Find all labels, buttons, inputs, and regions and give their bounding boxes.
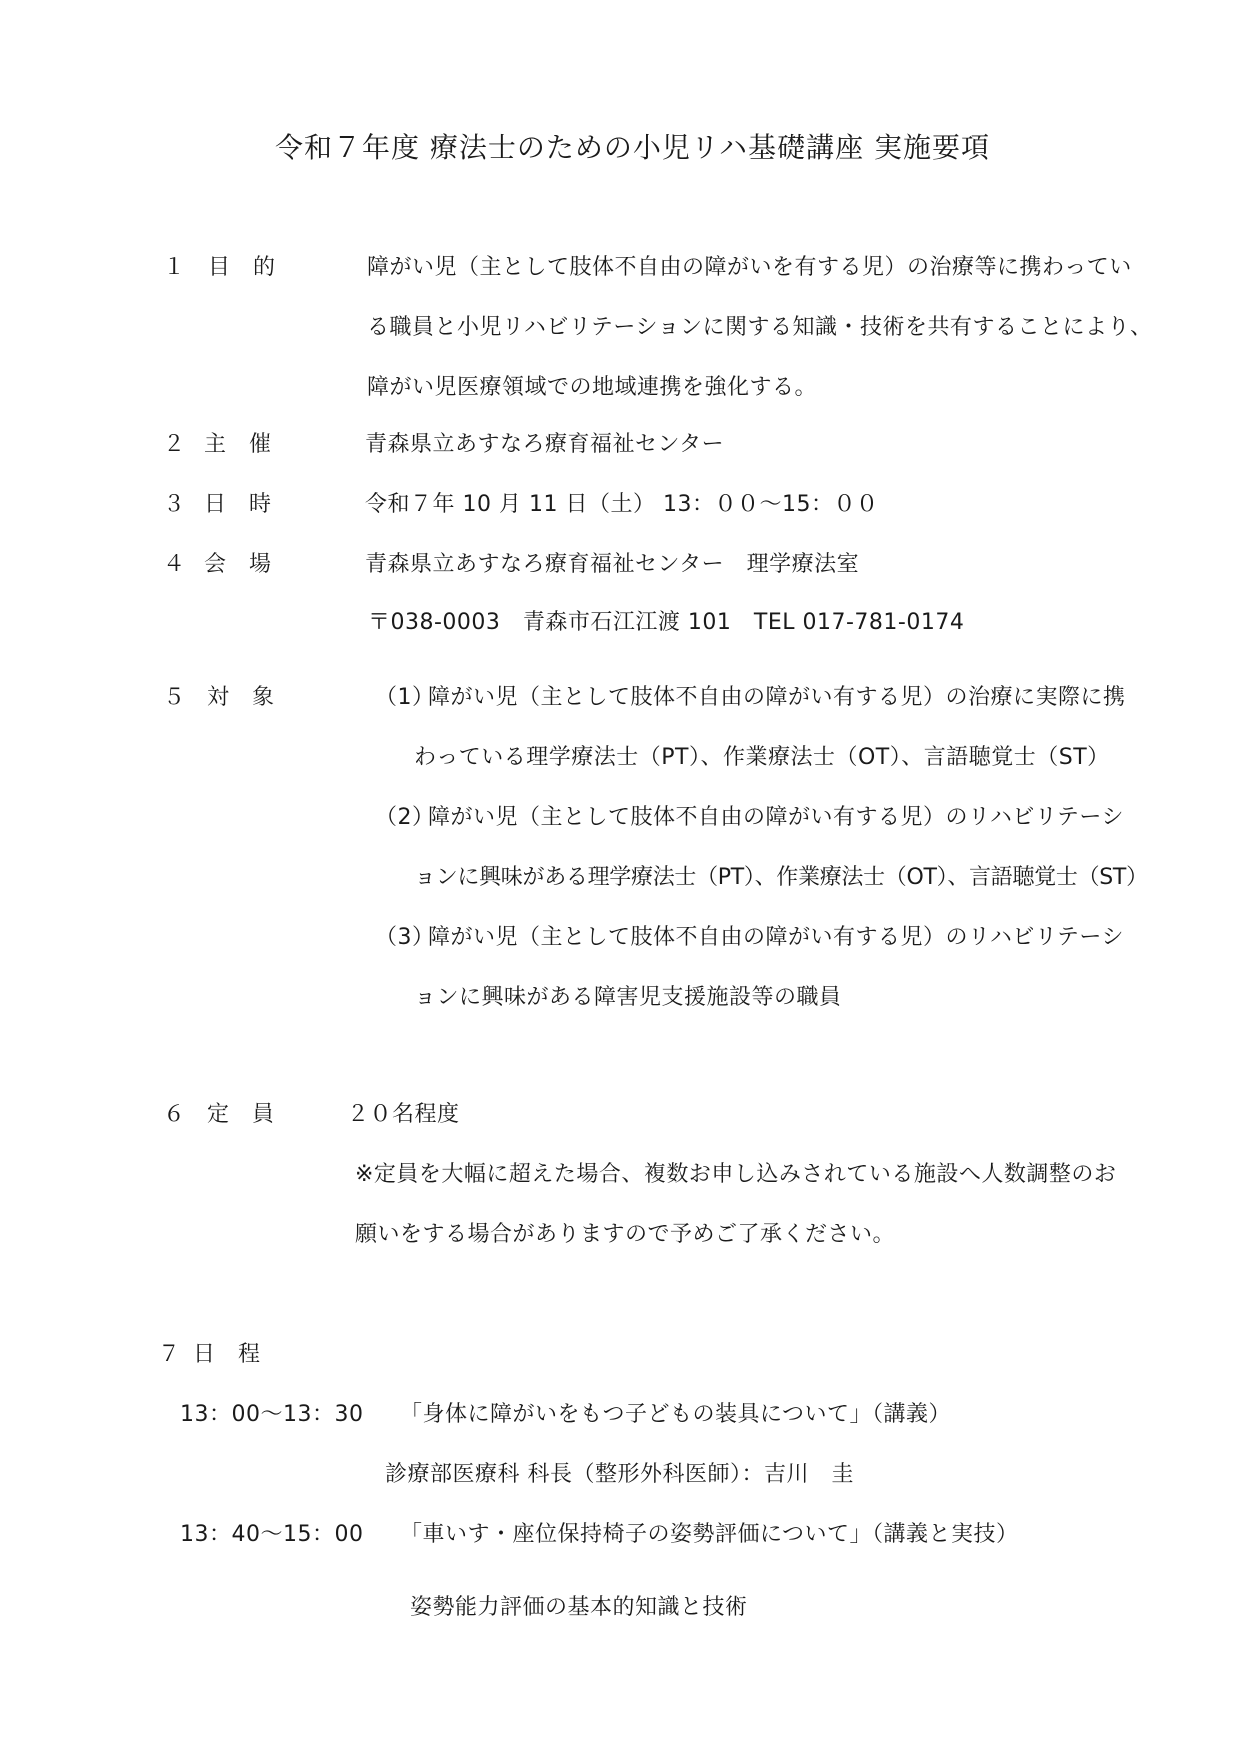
section-label: 主 催: [204, 432, 272, 457]
target-item-line: 障がい児（主として肢体不自由の障がい有する児）のリハビリテーシ: [428, 925, 1124, 950]
organizer-value: 青森県立あすなろ療育福祉センター: [365, 432, 725, 457]
capacity-note-line: 願いをする場合がありますので予めご了承ください。: [355, 1222, 896, 1247]
page-title: 令和７年度 療法士のための小児リハ基礎講座 実施要項: [275, 131, 990, 164]
section-number: ６: [163, 1102, 186, 1127]
target-item-marker: （2）: [375, 805, 435, 830]
venue-address: 〒038-0003 青森市石江江渡 101 TEL 017-781-0174: [368, 610, 965, 635]
target-item-line: ョンに興味がある障害児支援施設等の職員: [414, 985, 842, 1010]
section-number: ３: [163, 492, 186, 517]
venue-value: 青森県立あすなろ療育福祉センター 理学療法室: [365, 552, 860, 577]
purpose-line: 障がい児医療領域での地域連携を強化する。: [367, 375, 818, 400]
schedule-time: 13：00～13：30: [180, 1402, 364, 1427]
schedule-title: 「車いす・座位保持椅子の姿勢評価について」（講義と実技）: [400, 1522, 1019, 1547]
target-item-line: ョンに興味がある理学療法士（PT）、作業療法士（OT）、言語聴覚士（ST）: [414, 865, 1148, 890]
datetime-value: 令和７年 10 月 11 日（土） 13：００～15：００: [365, 492, 879, 517]
purpose-line: る職員と小児リハビリテーションに関する知識・技術を共有することにより、: [367, 315, 1153, 340]
section-label: 日 程: [193, 1342, 261, 1367]
section-number: ２: [163, 432, 186, 457]
purpose-line: 障がい児（主として肢体不自由の障がいを有する児）の治療等に携わってい: [367, 255, 1132, 280]
target-item-line: 障がい児（主として肢体不自由の障がい有する児）の治療に実際に携: [428, 685, 1126, 710]
section-label: 目 的: [208, 255, 276, 280]
target-item-marker: （3）: [375, 925, 435, 950]
target-item-line: 障がい児（主として肢体不自由の障がい有する児）のリハビリテーシ: [428, 805, 1124, 830]
section-number: １: [163, 255, 186, 280]
section-label: 日 時: [204, 492, 272, 517]
section-label: 対 象: [207, 685, 275, 710]
section-number: ７: [158, 1342, 181, 1367]
target-item-marker: （1）: [375, 685, 435, 710]
schedule-title: 「身体に障がいをもつ子どもの装具について」（講義）: [400, 1402, 952, 1427]
section-label: 定 員: [207, 1102, 275, 1127]
section-number: ５: [163, 685, 186, 710]
capacity-note-line: ※定員を大幅に超えた場合、複数お申し込みされている施設へ人数調整のお: [355, 1162, 1117, 1187]
target-item-line: わっている理学療法士（PT）、作業療法士（OT）、言語聴覚士（ST）: [414, 745, 1110, 770]
section-label: 会 場: [204, 552, 272, 577]
schedule-time: 13：40～15：00: [180, 1522, 364, 1547]
schedule-detail: 診療部医療科 科長（整形外科医師）：吉川 圭: [385, 1462, 854, 1487]
section-number: ４: [163, 552, 186, 577]
capacity-value: ２０名程度: [347, 1102, 460, 1127]
schedule-detail: 姿勢能力評価の基本的知識と技術: [410, 1595, 748, 1620]
